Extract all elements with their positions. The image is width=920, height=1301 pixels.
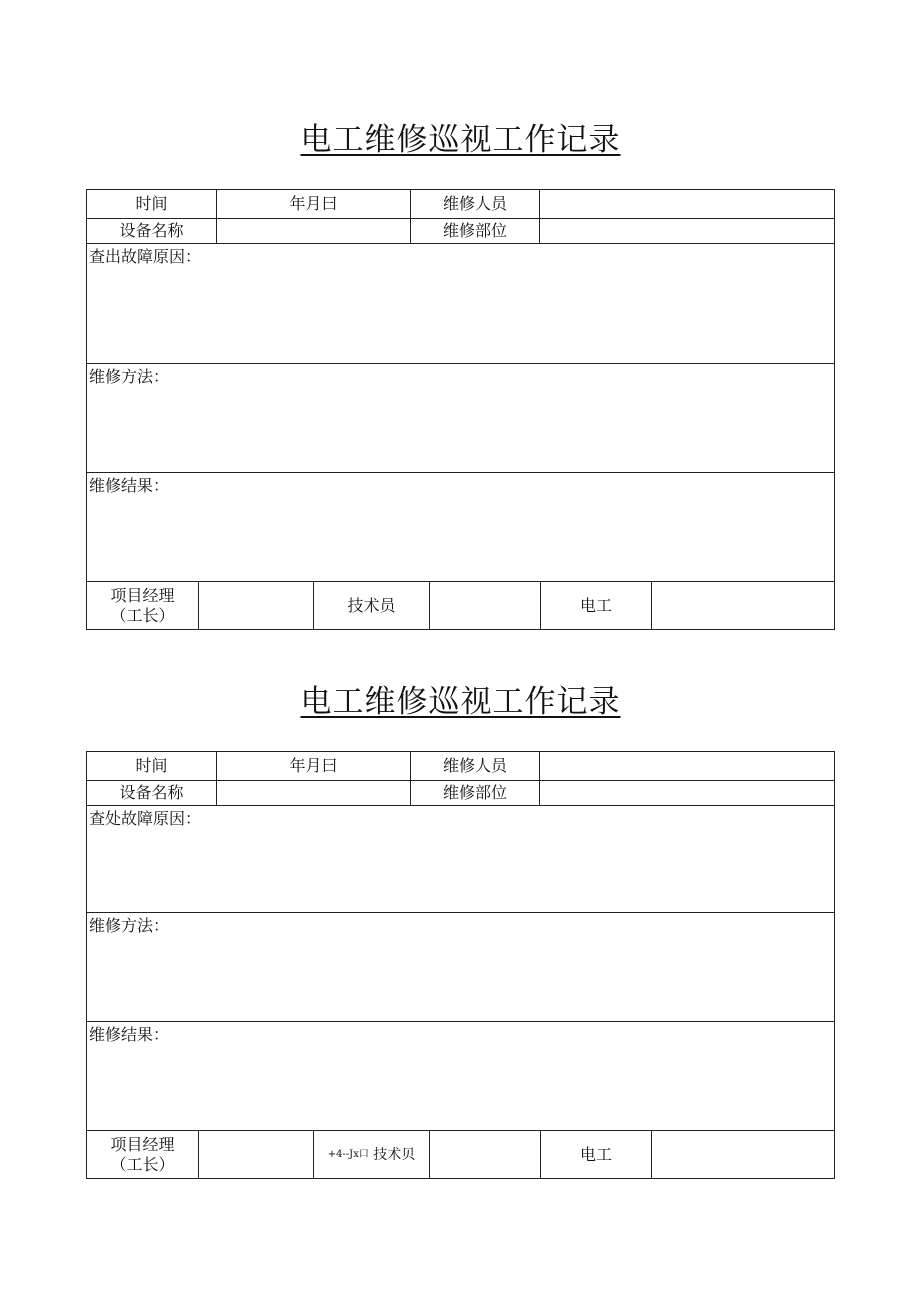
result-block[interactable] — [87, 473, 834, 582]
repairer-field[interactable] — [540, 190, 834, 218]
pm-signature-field[interactable] — [199, 582, 314, 629]
repairer-label: 维修人员 — [411, 752, 540, 780]
pm-signature-field[interactable] — [199, 1131, 314, 1178]
result-label: 维修结果： — [89, 1025, 170, 1044]
date-field[interactable]: 年月曰 — [217, 190, 411, 218]
record-table — [86, 189, 835, 630]
electrician-label: 电工 — [541, 582, 652, 629]
tech-label — [314, 1131, 430, 1178]
form-title: 电工维修巡视工作记录 — [300, 122, 621, 158]
equipment-field[interactable] — [217, 219, 411, 243]
tech-label-text: 技术员 — [347, 595, 396, 615]
form-title: 电工维修巡视工作记录 — [300, 684, 621, 720]
equipment-field[interactable] — [217, 781, 411, 805]
time-label: 时间 — [87, 190, 217, 218]
part-label: 维修部位 — [411, 219, 540, 243]
method-label: 维修方法： — [89, 367, 170, 386]
cause-block[interactable] — [87, 244, 834, 364]
repairer-label: 维修人员 — [411, 190, 540, 218]
table-row-time — [87, 190, 834, 219]
table-row-time — [87, 752, 834, 781]
table-row-signatures — [87, 1131, 834, 1178]
pm-label-line2: （工长） — [110, 1154, 175, 1174]
pm-label-line1: 项目经理 — [110, 1134, 175, 1154]
repairer-field[interactable] — [540, 752, 834, 780]
tech-signature-field[interactable] — [430, 582, 541, 629]
pm-label-line1: 项目经理 — [110, 585, 175, 605]
result-label: 维修结果： — [89, 476, 170, 495]
record-table — [86, 751, 835, 1179]
pm-label — [87, 1131, 199, 1178]
time-label: 时间 — [87, 752, 217, 780]
cause-label: 查处故障原因： — [89, 809, 202, 828]
electrician-label: 电工 — [541, 1131, 652, 1178]
method-block[interactable] — [87, 364, 834, 473]
tech-prefix: +4--Jx口 — [327, 1148, 369, 1160]
table-row-equipment — [87, 219, 834, 244]
electrician-signature-field[interactable] — [652, 1131, 834, 1178]
method-label: 维修方法： — [89, 916, 170, 935]
part-label: 维修部位 — [411, 781, 540, 805]
electrician-signature-field[interactable] — [652, 582, 834, 629]
method-block[interactable] — [87, 913, 834, 1022]
work-record-form-1 — [86, 118, 835, 625]
table-row-signatures — [87, 582, 834, 629]
part-field[interactable] — [540, 219, 834, 243]
pm-label-line2: （工长） — [110, 605, 175, 625]
equipment-label: 设备名称 — [87, 781, 217, 805]
cause-block[interactable] — [87, 806, 834, 913]
cause-label: 查出故障原因： — [89, 247, 202, 266]
date-field[interactable]: 年月曰 — [217, 752, 411, 780]
table-row-equipment — [87, 781, 834, 806]
pm-label — [87, 582, 199, 629]
tech-label — [314, 582, 430, 629]
result-block[interactable] — [87, 1022, 834, 1131]
equipment-label: 设备名称 — [87, 219, 217, 243]
tech-signature-field[interactable] — [430, 1131, 541, 1178]
work-record-form-2 — [86, 680, 835, 1174]
part-field[interactable] — [540, 781, 834, 805]
tech-label-text: 技术贝 — [373, 1146, 416, 1163]
